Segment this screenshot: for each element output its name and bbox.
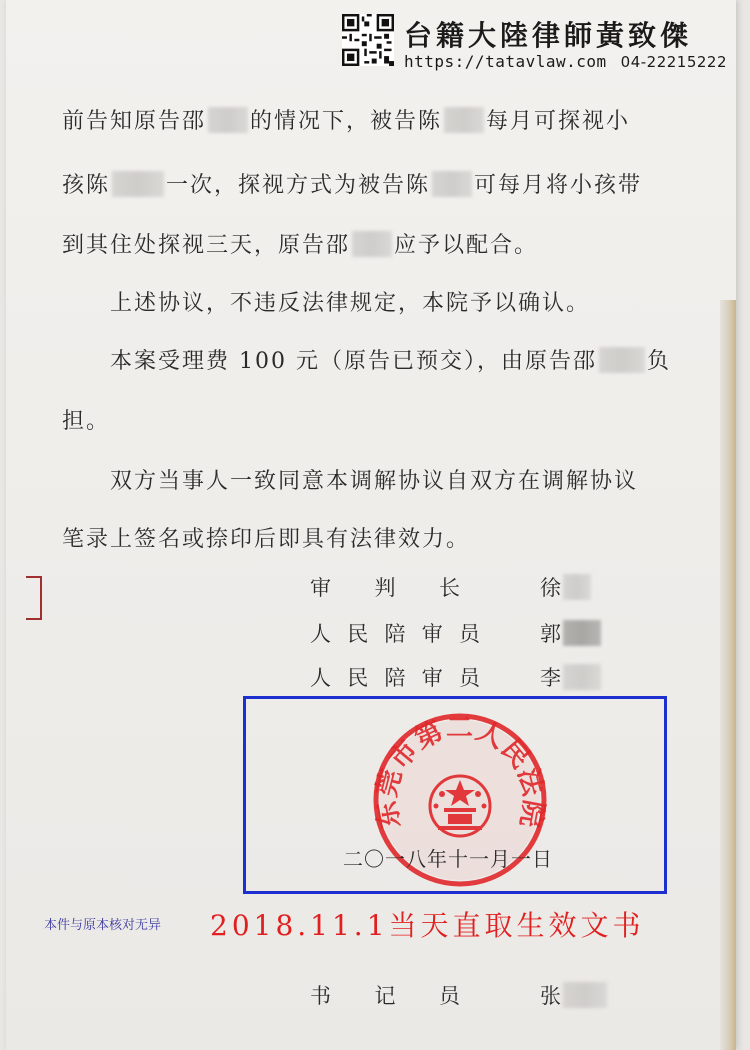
signature-title: 人 民 陪 审 员 <box>310 666 480 690</box>
red-annotation: 2018.11.1当天直取生效文书 <box>210 909 645 942</box>
signature-title: 审 判 长 <box>310 576 460 600</box>
redacted-name <box>599 347 645 373</box>
redacted-name <box>563 574 591 600</box>
redacted-name <box>432 171 472 197</box>
svg-text:东莞市第二人民法院: 东莞市第二人民法院 <box>370 712 550 831</box>
clerk-name: 张 <box>540 980 609 1010</box>
text-line <box>110 344 671 375</box>
text-line: 上述协议，不违反法律规定，本院予以确认。 <box>110 291 591 316</box>
redacted-name <box>444 107 484 133</box>
banner-phone: 04-22215222 <box>620 53 728 71</box>
text-segment: 一次，探视方式为被告陈 <box>166 173 431 198</box>
redacted-name <box>563 664 601 690</box>
text-segment: 应予以配合。 <box>394 233 539 258</box>
redacted-name <box>352 231 392 257</box>
signature-name: 李 <box>540 662 603 692</box>
text-segment: 的情况下，被告陈 <box>250 109 443 134</box>
banner-contact <box>404 52 727 71</box>
clerk-title: 书 记 员 <box>310 984 460 1008</box>
text-line: 双方当事人一致同意本调解协议自双方在调解协议 <box>110 469 639 494</box>
certified-copy-stamp: 本件与原本核对无异 <box>44 918 162 933</box>
text-segment: 到其住处探视三天，原告邵 <box>62 233 351 258</box>
page-edge-shadow <box>720 300 736 1050</box>
text-segment: 每月可探视小 <box>486 109 631 134</box>
text-segment: 前告知原告邵 <box>62 109 207 134</box>
signature-name: 徐 <box>540 572 593 602</box>
text-line <box>62 104 630 135</box>
text-line: 笔录上签名或捺印后即具有法律效力。 <box>62 527 471 552</box>
redacted-name <box>563 620 601 646</box>
red-bracket-mark <box>26 576 42 620</box>
text-segment: 本案受理费 100 元（原告已预交），由原告邵 <box>110 349 597 374</box>
document-date: 二〇一八年十一月一日 <box>343 847 553 871</box>
banner-url[interactable]: https://tatavlaw.com <box>404 52 607 71</box>
redacted-name <box>112 171 164 197</box>
text-line <box>62 228 538 259</box>
redacted-name <box>208 107 248 133</box>
signature-title: 人 民 陪 审 员 <box>310 622 480 646</box>
text-line: 担。 <box>62 409 111 434</box>
text-segment: 孩陈 <box>62 173 111 198</box>
qr-code-icon <box>342 14 394 66</box>
text-line <box>62 168 642 199</box>
banner-title: 台籍大陸律師黃致傑 <box>404 19 693 52</box>
text-segment: 负 <box>646 349 671 374</box>
signature-name: 郭 <box>540 618 603 648</box>
law-firm-banner <box>338 10 748 74</box>
redacted-name <box>563 982 607 1008</box>
text-segment: 可每月将小孩带 <box>474 173 643 198</box>
